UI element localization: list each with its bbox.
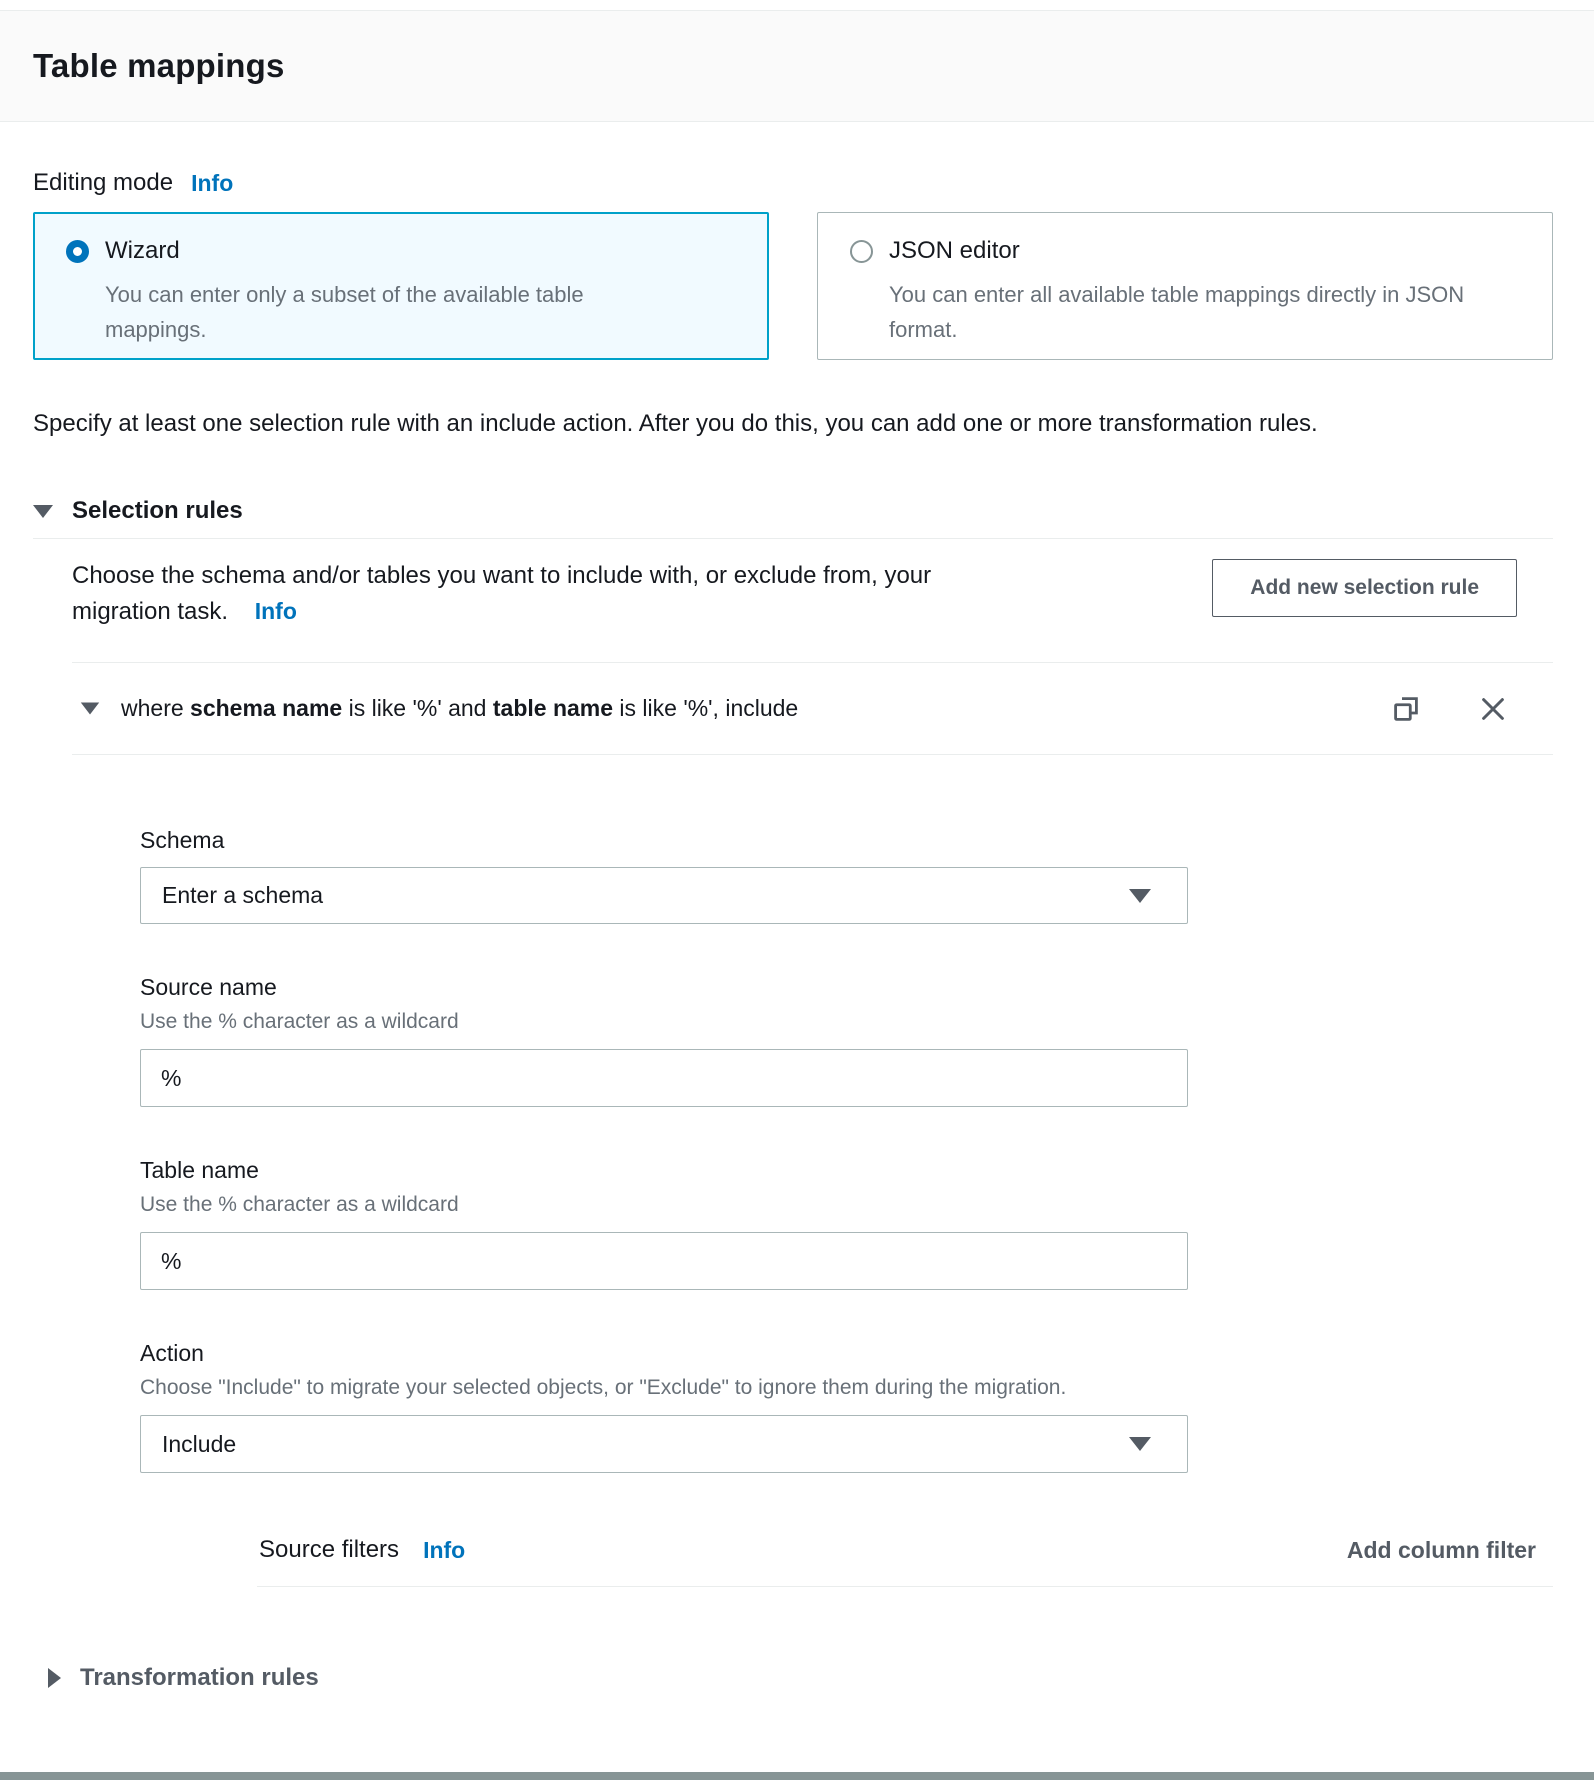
schema-select[interactable] [140, 867, 1188, 924]
rule-summary-table-name: table name [492, 695, 614, 721]
chevron-down-icon [1129, 1437, 1151, 1451]
selection-rules-title: Selection rules [72, 497, 243, 524]
table-name-label: Table name [140, 1157, 259, 1183]
source-name-label: Source name [140, 974, 277, 1000]
page-title: Table mappings [33, 47, 285, 84]
chevron-right-icon[interactable] [48, 1668, 61, 1688]
divider [33, 538, 1553, 539]
json-editor-radio-icon[interactable] [850, 240, 873, 263]
wizard-option-card[interactable] [33, 212, 769, 360]
wizard-option-description: You can enter only a subset of the available table mappings. [105, 282, 584, 342]
editing-mode-info-link[interactable]: Info [191, 169, 234, 196]
chevron-down-icon[interactable] [33, 505, 53, 518]
json-editor-option-card[interactable] [817, 212, 1553, 360]
transformation-rules-title: Transformation rules [80, 1664, 319, 1691]
selection-rules-header[interactable] [33, 496, 1553, 526]
transformation-rules-header[interactable] [48, 1663, 1553, 1693]
json-editor-option-description: You can enter all available table mappings directly in JSON format. [889, 282, 1465, 342]
rule-summary-prefix: where [121, 695, 191, 721]
top-strip [0, 0, 1594, 10]
selection-rules-description-text: Choose the schema and/or tables you want to include with, or exclude from, your migration task. [72, 562, 932, 625]
editing-mode-row [33, 168, 1553, 198]
selection-rules-description [72, 558, 977, 629]
source-filters-info-link[interactable]: Info [423, 1536, 466, 1563]
selection-rules-intro-row [33, 558, 1553, 634]
copy-icon [1390, 693, 1422, 725]
panel-content [0, 168, 1594, 1693]
close-icon [1478, 694, 1508, 724]
editing-mode-label: Editing mode [33, 169, 174, 196]
json-editor-option-top [850, 237, 1524, 265]
rule-actions [1390, 693, 1553, 725]
rule-fields [140, 827, 1188, 1473]
schema-select-value: Enter a schema [162, 882, 324, 908]
action-hint: Choose "Include" to migrate your selected objects, or "Exclude" to ignore them during the migration. [140, 1376, 1067, 1399]
rule-summary-row [72, 663, 1553, 754]
rule-summary-text [121, 695, 798, 722]
rule-summary-suffix: is like '%', include [613, 695, 799, 721]
remove-rule-button[interactable] [1478, 694, 1508, 724]
wizard-option-top [66, 237, 740, 265]
add-column-filter-button[interactable]: Add column filter [1346, 1536, 1536, 1563]
add-new-selection-rule-button[interactable]: Add new selection rule [1212, 559, 1517, 617]
source-filters-label: Source filters [259, 1536, 400, 1563]
wizard-option-label: Wizard [105, 237, 180, 264]
rule-summary-schema-name: schema name [190, 695, 343, 721]
chevron-down-icon[interactable] [81, 703, 99, 715]
action-label: Action [140, 1340, 204, 1366]
selection-rules-info-link[interactable]: Info [254, 597, 297, 624]
editing-mode-options [33, 212, 1553, 360]
bottom-bar [0, 1772, 1594, 1780]
action-select-value: Include [162, 1430, 237, 1457]
source-name-hint: Use the % character as a wildcard [140, 1010, 459, 1033]
panel-header [0, 10, 1594, 122]
table-name-hint: Use the % character as a wildcard [140, 1193, 459, 1216]
action-select[interactable] [140, 1415, 1188, 1473]
source-filters-row [259, 1533, 1553, 1567]
divider [257, 1586, 1553, 1587]
intro-text: Specify at least one selection rule with an include action. After you do this, you can add one or more transformation rules. [33, 410, 1318, 437]
rule-summary-middle: is like '%' and [342, 695, 493, 721]
table-name-input[interactable] [140, 1232, 1188, 1290]
copy-rule-button[interactable] [1390, 693, 1422, 725]
wizard-radio-icon[interactable] [66, 240, 89, 263]
divider [72, 754, 1553, 755]
chevron-down-icon [1129, 889, 1151, 903]
schema-label: Schema [140, 827, 225, 853]
json-editor-option-label: JSON editor [889, 237, 1020, 264]
source-name-input[interactable] [140, 1049, 1188, 1107]
